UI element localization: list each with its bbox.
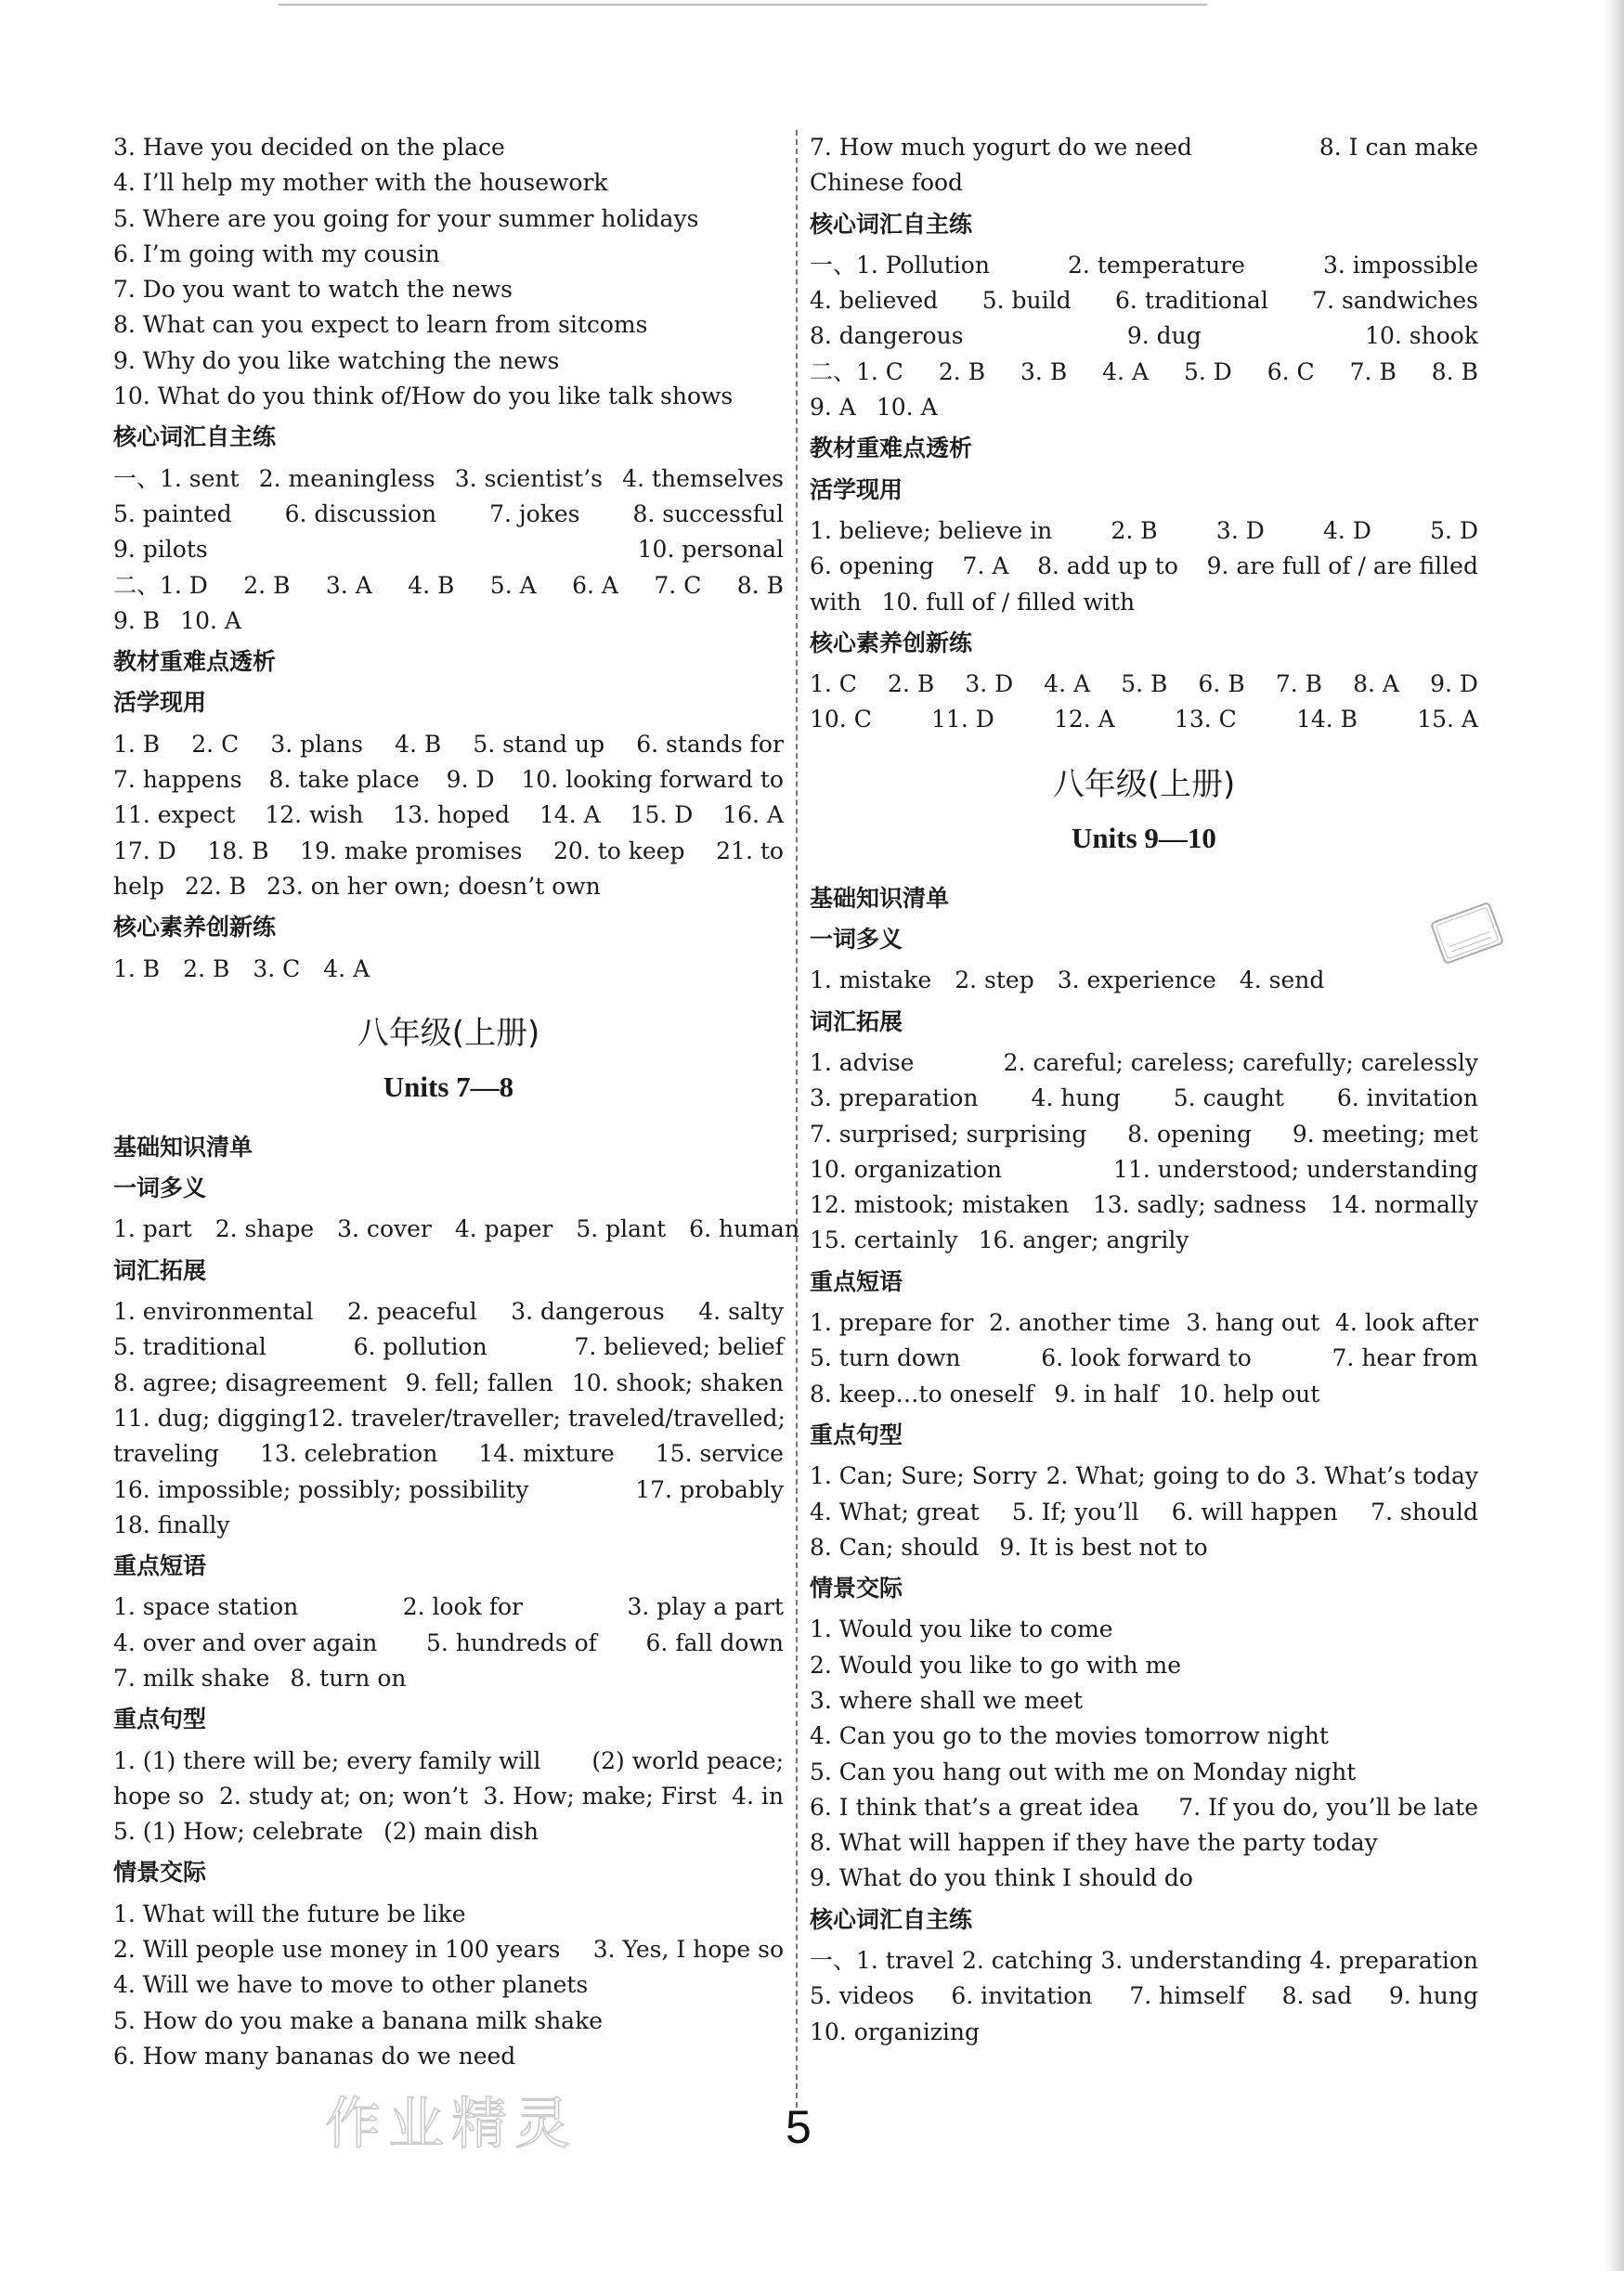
answer-row [810,513,1478,549]
answer-row [810,283,1478,318]
answer-item: 9. hung [1388,1982,1478,2010]
answer-item: 1. Can; Sure; Sorry [810,1462,1037,1490]
section-heading: 活学现用 [810,475,903,503]
answer-row [113,1779,784,1814]
answer-row [810,1081,1478,1116]
answer-item: 5. stand up [473,730,605,758]
answer-item: 9. What do you think I should do [810,1864,1193,1892]
answer-item: 4. salty [698,1298,784,1326]
answer-item: 9. D [446,766,495,794]
answer-item: 12. mistook; mistaken [810,1191,1070,1219]
answer-row [810,1825,1478,1861]
left-column [113,130,799,2074]
answer-item: 13. C [1174,706,1237,733]
answer-row [113,1294,784,1330]
answer-item: 4. D [1323,516,1371,544]
answer-row [810,1861,1478,1896]
answer-item: 3. How; make; First [483,1782,717,1810]
answer-row [810,1305,1478,1341]
answer-item: 4. A [1102,357,1149,385]
answer-item: 7. milk shake [113,1664,270,1692]
answer-item: 6. I think that’s a great idea [810,1793,1139,1821]
answer-item: 21. to [716,837,784,864]
answer-item: 7. himself [1129,1982,1245,2010]
answer-item: 1. advise [810,1048,915,1076]
answer-row [810,390,1478,425]
answer-row [810,1790,1478,1825]
answer-item: 7. B [1275,670,1322,698]
answer-item: 5. traditional [113,1333,266,1361]
answer-item: 16. impossible; possibly; possibility [113,1475,529,1503]
answer-item: 5. A [489,571,537,599]
answer-line: 9. Why do you like watching the news [113,346,560,374]
answer-item: 8. sad [1281,1982,1353,2010]
answer-item: 16. anger; angrily [978,1226,1189,1254]
section-heading: 活学现用 [113,689,207,717]
answer-row [113,1330,784,1365]
answer-item: 3. dangerous [511,1298,665,1326]
answer-item: 10. organization [810,1155,1002,1183]
answer-item: 11. D [931,706,994,733]
answer-item: 5. Can you hang out with me on Monday night [810,1758,1357,1785]
answer-row [810,1187,1478,1223]
answer-row [113,2039,784,2074]
answer-item: 2. B [243,571,291,599]
answer-item: 6. B [1198,670,1245,698]
answer-row [810,2015,1478,2050]
answer-item: 5. B [1121,670,1168,698]
answer-row [113,1661,784,1696]
answer-row [810,318,1478,354]
answer-item: 2. another time [989,1309,1171,1337]
section-heading: 核心素养创新练 [810,629,973,656]
answer-item: 17. D [113,837,176,864]
answer-item: 6. opening [810,552,934,580]
answer-item: 4. believed [810,287,939,315]
answer-item: 3. D [1215,516,1265,544]
answer-row [810,1459,1478,1494]
answer-item: 10. A [180,606,241,634]
answer-item: 9. are full of / are filled [1206,552,1478,580]
answer-row [810,1117,1478,1152]
answer-row [113,1473,784,1508]
answer-item: 二、1. D [113,571,208,599]
answer-row [113,497,784,532]
answer-item: 2. What; going to do [1046,1462,1286,1490]
top-rule [279,4,1207,6]
answer-item: 1. C [810,670,857,698]
answer-item: 14. A [539,801,601,829]
answer-item: 7. C [654,571,702,599]
answer-row [113,461,784,497]
answer-item: 8. agree; disagreement [113,1369,387,1396]
answer-item: 18. B [207,837,269,864]
answer-row [810,1683,1478,1719]
answer-item: 6. will happen [1171,1498,1338,1525]
section-heading: 词汇拓展 [113,1256,207,1284]
answer-item: 15. D [630,801,694,829]
section-heading: 教材重难点透析 [810,435,973,462]
answer-item: 3. plans [270,730,363,758]
answer-row [810,1045,1478,1081]
answer-item: 8. add up to [1037,552,1178,580]
answer-item: 6. invitation [1336,1084,1478,1112]
answer-item: 19. make promises [300,837,523,864]
answer-item: 5. D [1430,516,1478,544]
answer-item: 8. successful [632,500,784,527]
answer-item: 5. caught [1173,1084,1284,1112]
answer-item: 4. A [1044,670,1091,698]
answer-item: 8. I can make [1319,134,1478,161]
answer-item: 12. wish [265,801,364,829]
answer-item: 4. What; great [810,1498,980,1525]
answer-item: 22. B [184,872,246,900]
section-heading: 基础知识清单 [810,884,950,912]
answer-item: 10. personal [637,536,784,564]
answer-row [113,1967,784,2003]
answer-item: 3. A [325,571,372,599]
answer-item: 6. stands for [636,730,784,758]
answer-item: 9. D [1430,670,1478,698]
answer-item: 8. Can; should [810,1533,980,1561]
grade-title: 八年级(上册) [1052,765,1236,803]
answer-item: 3. scientist’s [454,464,603,492]
answer-item: 6. pollution [353,1333,487,1361]
answer-item: 5. build [981,287,1072,315]
answer-item: 1. Would you like to come [810,1616,1113,1643]
answer-row [810,1341,1478,1376]
answer-item: 2. study at; on; won’t [218,1782,469,1810]
section-heading: 核心词汇自主练 [113,423,277,451]
section-heading: 教材重难点透析 [113,648,277,676]
answer-item: 4. in [732,1782,784,1810]
answer-item: 8. B [1431,357,1478,385]
answer-item: 3. impossible [1322,251,1478,279]
answer-item: 10. shook; shaken [571,1369,784,1396]
answer-item: 8. take place [268,766,420,794]
answer-item: 4. B [408,571,455,599]
answer-item: 8. dangerous [810,322,964,350]
answer-item: 8. A [1353,670,1399,698]
answer-item: 7. surprised; surprising [810,1120,1087,1148]
answer-item: 7. sandwiches [1312,287,1478,315]
answer-item: 9. pilots [113,536,208,564]
answer-row [113,2004,784,2039]
answer-item: 14. normally [1330,1191,1478,1219]
answer-row [810,1755,1478,1790]
column-divider [796,130,798,2108]
answer-row [113,869,784,904]
answer-item: 9. fell; fallen [405,1369,553,1396]
page-number: 5 [786,2101,812,2153]
answer-item: 2. Will people use money in 100 years [113,1936,561,1964]
answer-row [113,798,784,833]
section-heading: 核心词汇自主练 [810,1905,973,1933]
answer-item: 4. look after [1335,1309,1478,1337]
answer-item: 3. understanding [1100,1947,1303,1975]
answer-item: 10. organizing [810,2018,980,2045]
section-heading: 情景交际 [113,1859,207,1887]
answer-item: 1. believe; believe in [810,516,1053,544]
answer-item: 二、1. C [810,357,903,385]
answer-item: 4. themselves [622,464,784,492]
answer-row [113,1366,784,1401]
answer-item: 6. fall down [645,1629,784,1656]
answer-item: 11. understood; understanding [1113,1155,1478,1183]
answer-row [810,165,1478,201]
answer-item: 14. B [1295,706,1358,733]
answer-row [810,585,1478,620]
answer-item: 2. B [938,357,986,385]
answer-row [810,1223,1478,1258]
answer-item: 23. on her own; doesn’t own [266,872,601,900]
answer-row [113,834,784,869]
answer-line: 3. Have you decided on the place [113,134,505,161]
answer-item: 10. help out [1178,1380,1320,1408]
answer-line: 1. mistake 2. step 3. experience 4. send [810,967,1325,994]
answer-item: 2. peaceful [347,1298,477,1326]
answer-item: 5. D [1183,357,1232,385]
answer-item: 2. meaningless [258,464,435,492]
answer-item: 1. What will the future be like [113,1900,466,1927]
answer-line: 1. B 2. B 3. C 4. A [113,954,370,982]
answer-row [113,762,784,798]
answer-item: hope so [113,1782,204,1810]
answer-item: 2. B [888,670,935,698]
answer-item: 5. If; you’ll [1011,1498,1139,1525]
answer-item: 3. What’s today [1294,1462,1478,1490]
answer-row [810,1612,1478,1647]
answer-item: 6. A [572,571,618,599]
units-title: Units 9—10 [1072,821,1216,854]
answer-item: 2. B [1111,516,1158,544]
answer-item: 11. dug; digging [113,1404,307,1432]
answer-row [113,603,784,639]
answer-item: 8. B [736,571,784,599]
answer-item: 13. hoped [393,801,510,829]
answer-line: 7. Do you want to watch the news [113,276,513,304]
answer-item: 2. temperature [1068,251,1245,279]
answer-line: 4. I’ll help my mother with the housework [113,169,608,197]
section-heading: 重点句型 [810,1421,903,1448]
answer-line: 5. Where are you going for your summer holidays [113,204,699,232]
answer-item: 20. to keep [553,837,685,864]
answer-item: 一、1. travel [810,1947,955,1975]
answer-item: 3. B [1020,357,1068,385]
section-heading: 情景交际 [810,1575,903,1603]
answer-item: 2. catching [962,1947,1093,1975]
section-heading: 核心词汇自主练 [810,210,973,238]
answer-item: 3. play a part [627,1593,784,1621]
answer-item: 10. looking forward to [521,766,784,794]
answer-item: 6. How many bananas do we need [113,2042,516,2070]
answer-item: 1. (1) there will be; every family will [113,1746,541,1774]
answer-row [113,1401,784,1436]
answer-row [113,1508,784,1543]
answer-item: 3. D [965,670,1014,698]
answer-row [810,1719,1478,1754]
page-edge-shadow [1604,0,1624,2271]
answer-item: 5. (1) How; celebrate [113,1818,364,1846]
answer-row [113,568,784,603]
answer-row [113,727,784,762]
answer-item: 12. A [1053,706,1115,733]
answer-item: 7. believed; belief [574,1333,784,1361]
answer-row [113,1590,784,1625]
answer-item: 9. B [113,606,161,634]
section-heading: 重点短语 [810,1267,903,1295]
answer-line: 10. What do you think of/How do you like talk shows [113,383,734,410]
answer-item: 2. Would you like to go with me [810,1651,1182,1679]
answer-item: 15. certainly [810,1226,958,1254]
stamp-icon [1425,891,1509,975]
answer-item: 9. It is best not to [999,1533,1208,1561]
answer-row [810,1495,1478,1530]
section-heading: 基础知识清单 [113,1133,253,1161]
answer-row [113,1897,784,1932]
answer-item: 1. B [113,730,161,758]
answer-item: 8. keep…to oneself [810,1380,1034,1408]
answer-item: 4. preparation [1309,1947,1478,1975]
answer-item: 4. B [395,730,442,758]
answer-item: 4. hung [1031,1084,1121,1112]
grade-title: 八年级(上册) [357,1014,540,1052]
answer-item: 2. look for [402,1593,523,1621]
answer-item: 5. painted [113,500,232,527]
section-heading: 重点短语 [113,1552,207,1580]
section-heading: 核心素养创新练 [113,914,277,941]
answer-item: 4. Can you go to the movies tomorrow night [810,1722,1329,1750]
answer-item: 一、1. sent [113,464,240,492]
units-title: Units 7—8 [383,1070,514,1103]
section-heading: 一词多义 [810,926,903,954]
answer-row [810,549,1478,584]
answer-item: 7. should [1371,1498,1478,1525]
answer-item: 7. How much yogurt do we need [810,134,1192,161]
answer-row [113,532,784,567]
answer-item: help [113,872,164,900]
answer-item: 3. Yes, I hope so [592,1936,784,1964]
answer-item: 5. hundreds of [426,1629,597,1656]
answer-row [113,1932,784,1967]
answer-item: 8. What will happen if they have the party today [810,1829,1378,1857]
answer-item: 16. A [722,801,784,829]
answer-item: 7. B [1349,357,1397,385]
answer-item: 10. A [876,394,938,422]
answer-item: 10. full of / filled with [881,588,1136,616]
answer-row [113,1626,784,1661]
answer-item: traveling [113,1440,219,1468]
answer-item: 3. preparation [810,1084,979,1112]
answer-item: 7. happens [113,766,242,794]
answer-item: 6. traditional [1115,287,1268,315]
answer-row [810,248,1478,283]
answer-item: Chinese food [810,169,964,197]
answer-item: 8. turn on [290,1664,407,1692]
answer-row [810,1530,1478,1565]
answer-row [810,1377,1478,1412]
answer-item: 9. in half [1054,1380,1159,1408]
answer-item: 10. C [810,706,872,733]
answer-item: (2) main dish [383,1818,539,1846]
answer-item: 9. meeting; met [1292,1120,1478,1148]
answer-item: 2. C [191,730,240,758]
answer-item: 18. finally [113,1511,230,1538]
answer-item: 4. Will we have to move to other planets [113,1971,589,1999]
answer-row [113,1436,784,1472]
answer-item: 5. How do you make a banana milk shake [113,2006,604,2034]
answer-line: 6. I’m going with my cousin [113,240,440,267]
answer-item: 6. discussion [284,500,437,527]
answer-item: 5. videos [810,1982,915,2010]
answer-item: 5. turn down [810,1344,961,1372]
answer-item: 3. hang out [1186,1309,1320,1337]
section-heading: 词汇拓展 [810,1007,903,1035]
answer-row [810,130,1478,165]
answer-item: 7. A [962,552,1009,580]
answer-item: 9. A [810,394,856,422]
answer-item: 10. shook [1365,322,1478,350]
answer-item: 14. mixture [478,1440,615,1468]
answer-item: with [810,588,862,616]
answer-row [810,1943,1478,1979]
answer-item: 6. C [1267,357,1315,385]
answer-row [810,667,1478,702]
answer-item: 7. If you do, you’ll be late [1178,1793,1478,1821]
answer-item: 1. space station [113,1593,299,1621]
answer-row [810,355,1478,390]
answer-item: 11. expect [113,801,236,829]
answer-item: 4. over and over again [113,1629,378,1656]
answer-row [810,1979,1478,2014]
answer-item: 13. celebration [259,1440,438,1468]
right-column [810,130,1478,2050]
answer-line: 1. part 2. shape 3. cover 4. paper 5. plant 6. human [113,1215,799,1243]
answer-item: 15. A [1417,706,1478,733]
answer-item: 3. where shall we meet [810,1686,1084,1714]
answer-item: 12. traveler/traveller; traveled/travelled; [306,1404,786,1432]
answer-item: 7. jokes [489,500,580,527]
answer-row [810,1152,1478,1187]
answer-item: 6. look forward to [1041,1344,1252,1372]
answer-item: 8. opening [1127,1120,1253,1148]
watermark: 作业精灵 [325,2092,578,2157]
answer-item: 一、1. Pollution [810,251,990,279]
answer-item: 15. service [655,1440,784,1468]
answer-item: 1. prepare for [810,1309,974,1337]
answer-item: 17. probably [635,1475,784,1503]
answer-row [810,702,1478,737]
answer-item: 13. sadly; sadness [1092,1191,1307,1219]
answer-item: (2) world peace; [591,1746,784,1774]
answer-item: 2. careful; careless; carefully; carelessly [1003,1048,1478,1076]
answer-row [113,1814,784,1849]
answer-item: 7. hear from [1332,1344,1478,1372]
answer-row [810,1648,1478,1683]
section-heading: 一词多义 [113,1174,207,1202]
answer-row [113,1744,784,1779]
answer-item: 9. dug [1126,322,1202,350]
answer-item: 1. environmental [113,1298,314,1326]
answer-item: 6. invitation [951,1982,1093,2010]
answer-line: 8. What can you expect to learn from sitcoms [113,311,648,339]
section-heading: 重点句型 [113,1706,207,1733]
